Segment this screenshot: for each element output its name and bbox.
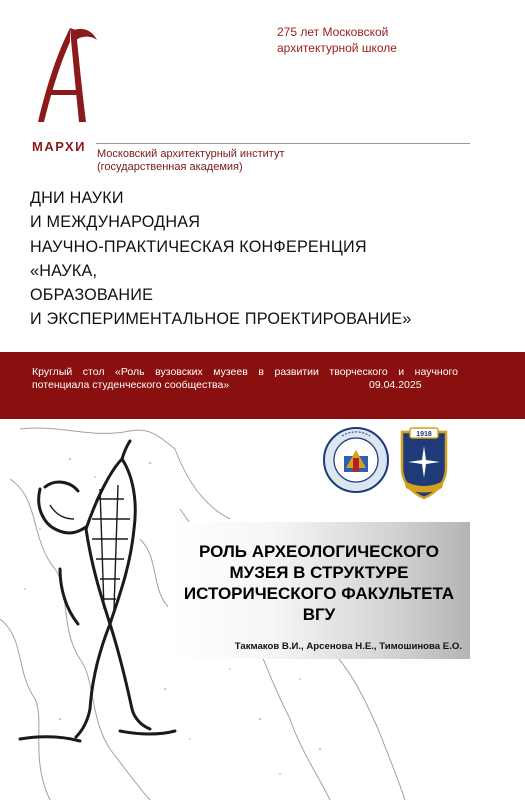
logo-wordmark: МАРХИ (32, 139, 86, 154)
talk-authors: Такмаков В.И., Арсенова Н.Е., Тимошинова Е.О. (234, 641, 462, 652)
round-table-text: потенциала студенческого сообщества» (32, 379, 230, 391)
conference-title (30, 186, 412, 332)
header-divider (96, 143, 470, 144)
anniversary-text (277, 24, 397, 56)
conference-title-line: И ЭКСПЕРИМЕНТАЛЬНОЕ ПРОЕКТИРОВАНИЕ» (30, 310, 412, 329)
institute-name (97, 148, 285, 174)
round-table-text: Круглый стол «Роль вузовских музеев в развитии творческого и научного (32, 366, 458, 378)
institute-name-line: (государственная академия) (97, 161, 243, 173)
anniversary-line: архитектурной школе (277, 41, 397, 55)
talk-title-line: ВГУ (302, 605, 336, 624)
event-date: 09.04.2025 (369, 379, 422, 391)
conference-title-line: ОБРАЗОВАНИЕ (30, 286, 154, 305)
talk-title-line: МУЗЕЯ В СТРУКТУРЕ (229, 563, 409, 582)
institute-name-line: Московский архитектурный институт (97, 148, 285, 160)
conference-title-line: «НАУКА, (30, 261, 98, 280)
conference-title-line: И МЕЖДУНАРОДНАЯ (30, 213, 201, 232)
anniversary-line: 275 лет Московской (277, 25, 389, 39)
conference-title-line: ДНИ НАУКИ (30, 189, 124, 207)
talk-title-line: ИСТОРИЧЕСКОГО ФАКУЛЬТЕТА (183, 584, 455, 603)
conference-title-line: НАУЧНО-ПРАКТИЧЕСКАЯ КОНФЕРЕНЦИЯ (30, 237, 367, 256)
vsu-university-emblem-icon (396, 424, 452, 500)
talk-title-line: РОЛЬ АРХЕОЛОГИЧЕСКОГО (198, 542, 440, 561)
talk-title (168, 541, 470, 625)
history-faculty-emblem-icon (322, 424, 390, 496)
marhi-logo-icon (30, 22, 102, 140)
emblem-year: 1918 (416, 431, 432, 438)
